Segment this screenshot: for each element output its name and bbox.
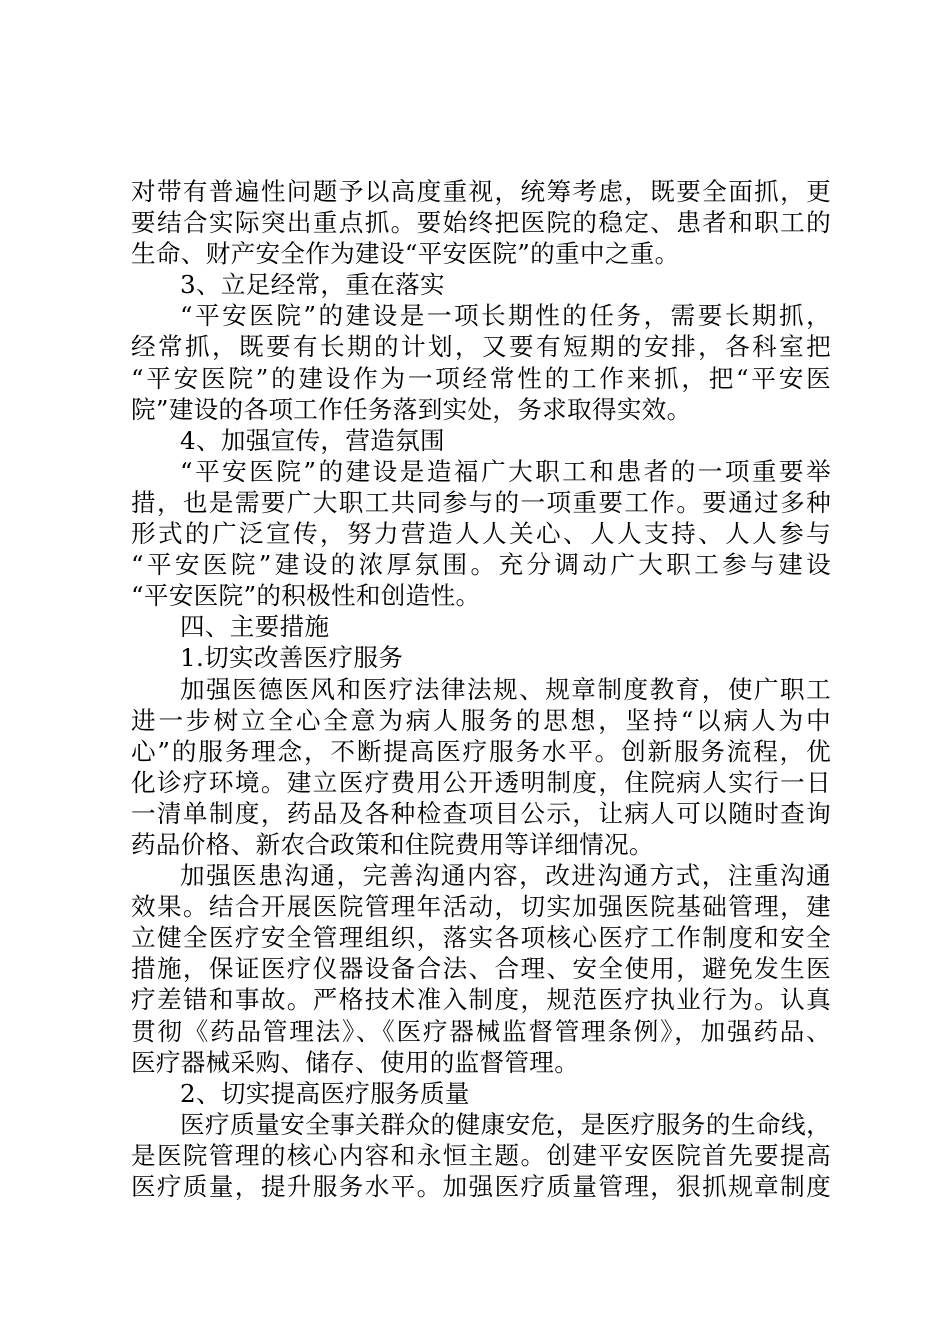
text-line: 医疗质量，提升服务水平。加强医疗质量管理，狠抓规章制度 (131, 1172, 831, 1201)
text-line: 进一步树立全心全意为病人服务的思想，坚持“以病人为中 (131, 705, 831, 735)
text-line: 形式的广泛宣传，努力营造人人关心、人人支持、人人参与 (131, 519, 831, 549)
text-line: 疗差错和事故。严格技术准入制度，规范医疗执业行为。认真 (131, 985, 831, 1015)
text-line: 药品价格、新农合政策和住院费用等详细情况。 (131, 829, 654, 859)
text-line: 生命、财产安全作为建设“平安医院”的重中之重。 (131, 239, 680, 269)
text-line: 对带有普遍性问题予以高度重视，统筹考虑，既要全面抓，更 (131, 177, 831, 206)
text-line: 4、加强宣传，营造氛围 (180, 425, 445, 455)
text-line: 2、切实提高医疗服务质量 (180, 1078, 470, 1108)
text-line: 3、立足经常，重在落实 (180, 270, 445, 300)
text-line: “平安医院”的积极性和创造性。 (131, 581, 481, 611)
text-line: 医疗器械采购、储存、使用的监督管理。 (131, 1047, 580, 1077)
text-line: 是医院管理的核心内容和永恒主题。创建平安医院首先要提高 (131, 1140, 831, 1170)
text-line: “平安医院”的建设作为一项经常性的工作来抓，把“平安医 (131, 363, 831, 393)
text-line: 医疗质量安全事关群众的健康安危，是医疗服务的生命线， (180, 1109, 831, 1139)
text-line: 要结合实际突出重点抓。要始终把医院的稳定、患者和职工的 (131, 208, 831, 238)
text-line: 加强医德医风和医疗法律法规、规章制度教育，使广职工 (180, 674, 831, 704)
text-line: 一清单制度，药品及各种检查项目公示，让病人可以随时查询 (131, 798, 831, 828)
text-line: 贯彻《药品管理法》、《医疗器械监督管理条例》，加强药品、 (131, 1016, 831, 1046)
text-line: 加强医患沟通，完善沟通内容，改进沟通方式，注重沟通 (180, 861, 831, 891)
text-line: 经常抓，既要有长期的计划，又要有短期的安排，各科室把 (131, 332, 831, 362)
text-line: 措施，保证医疗仪器设备合法、合理、安全使用，避免发生医 (131, 954, 831, 984)
text-line: 心”的服务理念，不断提高医疗服务水平。创新服务流程，优 (131, 736, 831, 766)
text-line: “平安医院”的建设是造福广大职工和患者的一项重要举 (180, 456, 831, 486)
text-line: 院”建设的各项工作任务落到实处，务求取得实效。 (131, 394, 692, 424)
text-line: 效果。结合开展医院管理年活动，切实加强医院基础管理，建 (131, 892, 831, 922)
text-line: “平安医院”建设的浓厚氛围。充分调动广大职工参与建设 (131, 550, 831, 580)
text-line: 四、主要措施 (180, 612, 330, 642)
text-line: 1.切实改善医疗服务 (180, 643, 404, 673)
text-line: 措，也是需要广大职工共同参与的一项重要工作。要通过多种 (131, 487, 831, 517)
text-line: “平安医院”的建设是一项长期性的任务，需要长期抓， (180, 301, 831, 331)
text-line: 化诊疗环境。建立医疗费用公开透明制度，住院病人实行一日 (131, 767, 831, 797)
text-line: 立健全医疗安全管理组织，落实各项核心医疗工作制度和安全 (131, 923, 831, 953)
document-body (131, 176, 831, 1202)
